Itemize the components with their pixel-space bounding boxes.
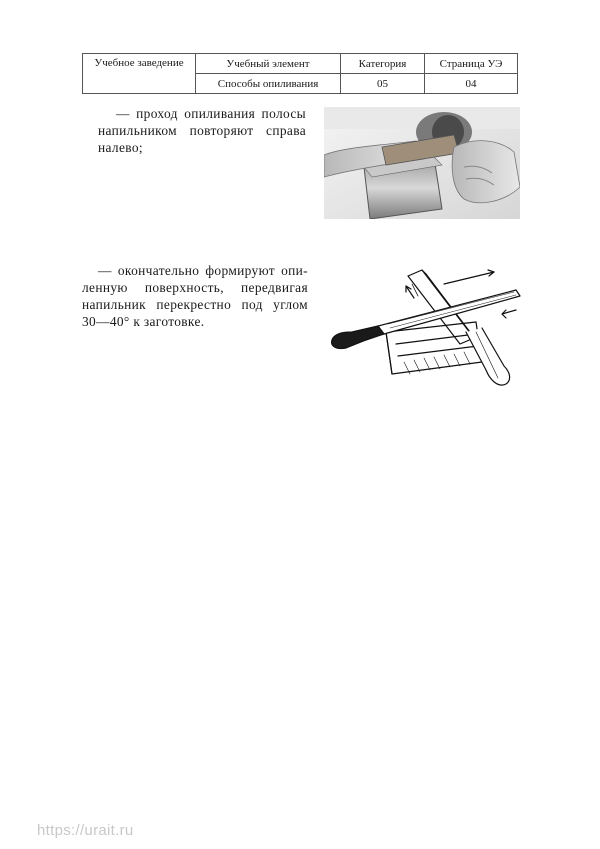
paragraph-final-forming [82,262,308,330]
watermark-url: https://urait.ru [37,822,134,839]
cross-filing-illustration [326,262,526,394]
paragraph-filing-pass [98,105,306,156]
filing-photo [324,107,520,219]
page-value-cell: 04 [425,74,518,94]
category-value-cell: 05 [341,74,425,94]
institution-header-cell: Учебное заведение [83,54,196,94]
document-header-table [82,53,518,94]
text-line: — проход опиливания полосы [116,106,306,121]
text-line: напильник перекрестно под углом [82,297,308,312]
header-row [83,54,518,74]
text-line: ленную поверхность, передвигая [82,280,308,295]
element-value-cell: Способы опиливания [196,74,341,94]
page-header-cell: Страница УЭ [425,54,518,74]
category-header-cell: Категория [341,54,425,74]
text-line: 30—40° к заготовке. [82,314,205,329]
element-header-cell: Учебный элемент [196,54,341,74]
text-line: — окончательно формируют опи- [98,263,308,278]
text-line: налево; [98,140,143,155]
text-line: напильником повторяют справа [98,123,306,138]
